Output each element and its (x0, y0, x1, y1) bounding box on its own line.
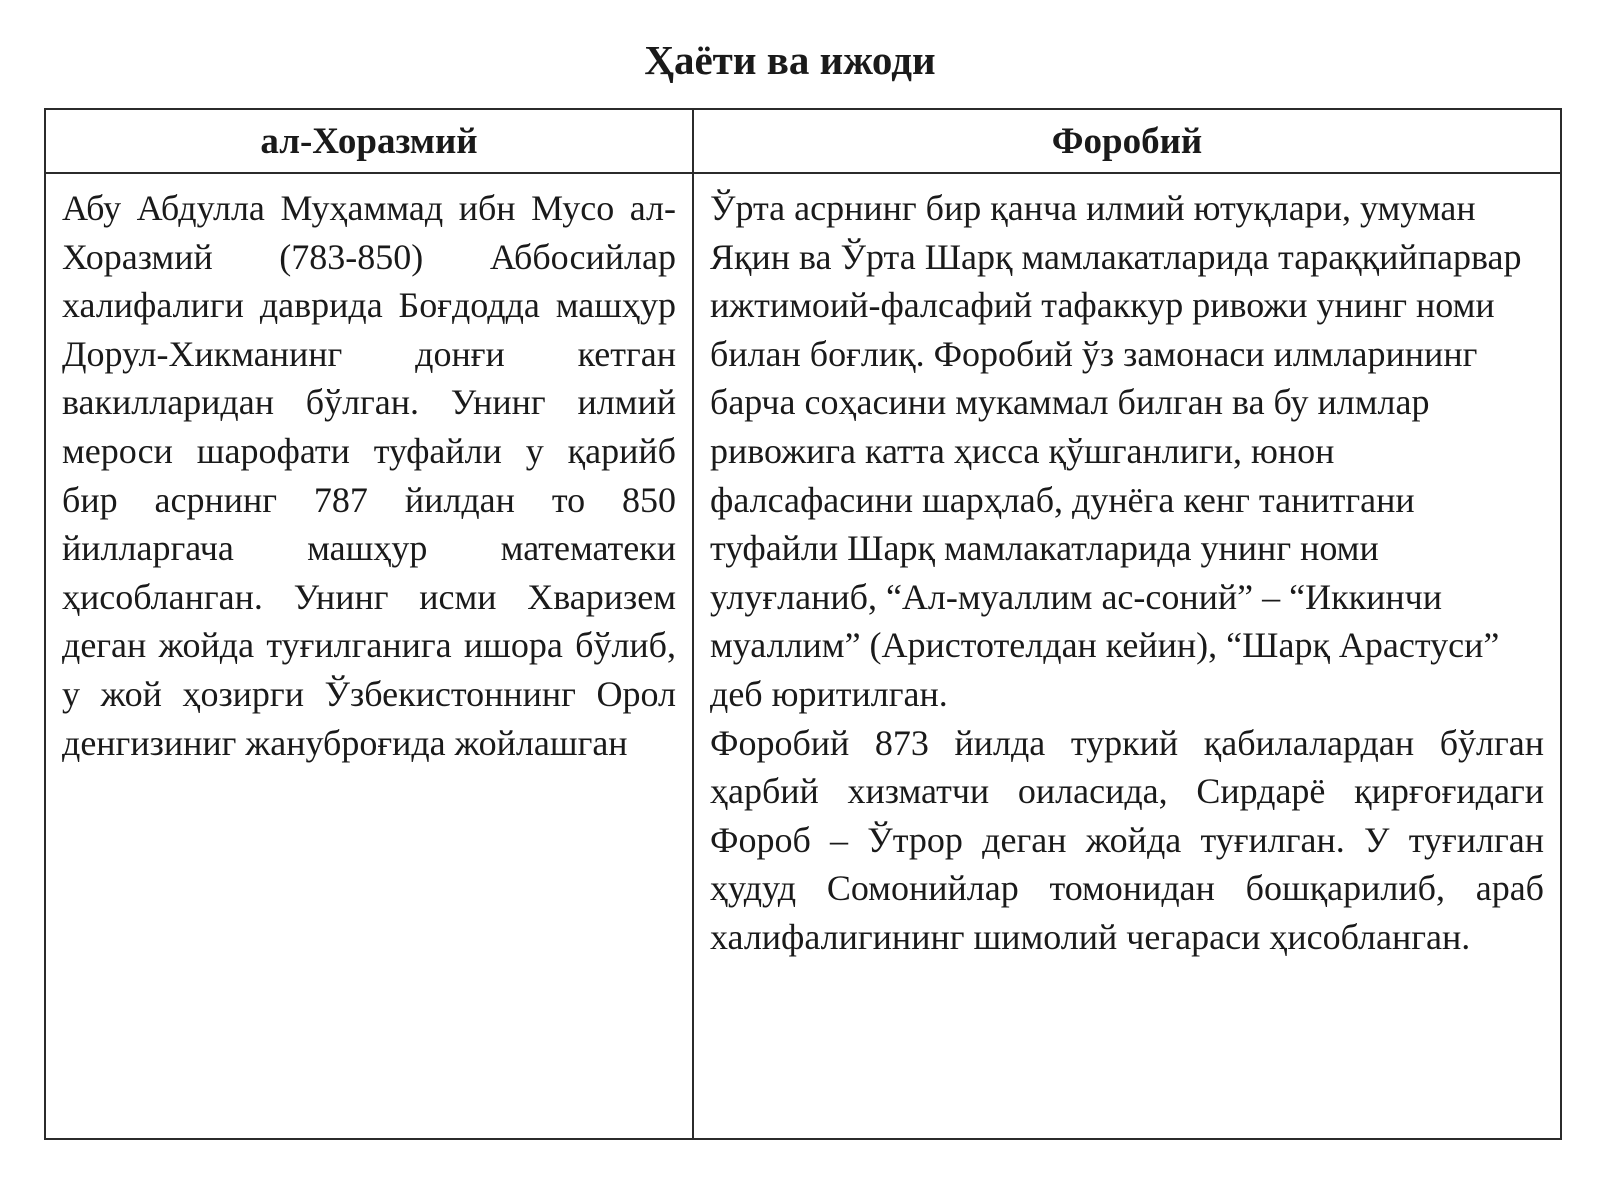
header-farabi: Форобий (693, 109, 1561, 173)
farabi-cell (693, 173, 1561, 1139)
al-khwarizmi-text: Абу Абдулла Муҳаммад ибн Мусо ал-Хоразмий (783-850) Аббосийлар халифалиги даврида Боғдодда машҳур Дорул-Хикманинг донғи кетган вакилларидан бўлган. Унинг илмий мероси шарофати туфайли у қарийб бир асрнинг 787 йилдан то 850 йилларгача машҳур математеки ҳисобланган. Унинг исми Хваризем деган жойда туғилганига ишора бўлиб, у жой ҳозирги Ўзбекистоннинг Орол денгизиниг жануброғида жойлашган (62, 188, 676, 763)
al-khwarizmi-cell (45, 173, 693, 1139)
farabi-paragraph-2: Форобий 873 йилда туркий қабилалардан бўлган ҳарбий хизматчи оиласида, Сирдарё қирғоғидаги Фороб – Ўтрор деган жойда туғилган. У туғилган ҳудуд Сомонийлар томонидан бошқарилиб, араб халифалигининг шимолий чегараси ҳисобланган. (710, 722, 1544, 957)
header-al-khwarizmi: ал-Хоразмий (45, 109, 693, 173)
farabi-paragraph-1: Ўрта асрнинг бир қанча илмий ютуқлари, умуман Яқин ва Ўрта Шарқ мамлакатларида тараққийпарвар ижтимоий-фалсафий тафаккур ривожи унинг номи билан боғлиқ. Форобий ўз замонаси илмларининг барча соҳасини мукаммал билган ва бу илмлар ривожига катта ҳисса қўшганлиги, юнон фалсафасини шарҳлаб, дунёга кенг танитгани туфайли Шарқ мамлакатларида унинг номи улуғланиб, “Ал-муаллим ас-соний” – “Иккинчи муаллим” (Аристотелдан кейин), “Шарқ Арастуси” деб юритилган. (710, 188, 1522, 714)
page-title: Ҳаёти ва ижоди (644, 37, 936, 83)
comparison-table (44, 108, 1562, 1140)
header-row (45, 109, 1561, 173)
content-row (45, 173, 1561, 1139)
